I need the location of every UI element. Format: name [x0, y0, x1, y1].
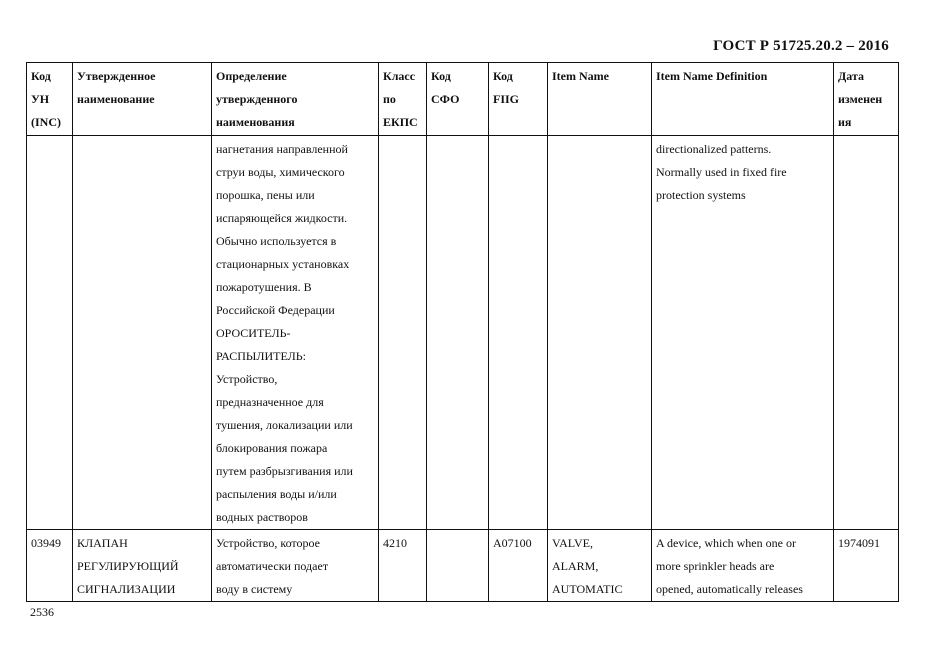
classification-table: [26, 62, 899, 602]
table-header-row: [27, 63, 899, 136]
document-standard-header: ГОСТ Р 51725.20.2 – 2016: [713, 38, 889, 54]
header-change-date: Дата изменен ия: [834, 63, 899, 136]
cell-item-name: VALVE, ALARM, AUTOMATIC: [548, 530, 652, 602]
cell-name-definition: Устройство, которое автоматически подает воду в систему: [212, 530, 379, 602]
header-approved-name: Утвержденное наименование: [73, 63, 212, 136]
cell-inc-code: 03949: [27, 530, 73, 602]
header-item-name-definition: Item Name Definition: [652, 63, 834, 136]
cell-inc-code: [27, 136, 73, 530]
cell-change-date: [834, 136, 899, 530]
page-number: 2536: [30, 605, 54, 619]
cell-item-name-definition: A device, which when one or more sprinkler heads are opened, automatically releases: [652, 530, 834, 602]
cell-ekps-class: [379, 136, 427, 530]
cell-name-definition: нагнетания направленной струи воды, химического порошка, пены или испаряющейся жидкости. Обычно используется в стационарных установках пожаротушения. В Российской Федерации ОРОСИТЕЛЬ- РАСПЫЛИТЕЛЬ: Устройство, предназначенное для тушения, локализации или блокирования пожара путем разбрызгивания или распыления воды и/или водных растворов: [212, 136, 379, 530]
header-fiig-code: Код FIIG: [489, 63, 548, 136]
cell-item-name-definition: directionalized patterns. Normally used in fixed fire protection systems: [652, 136, 834, 530]
cell-sfo-code: [427, 136, 489, 530]
cell-approved-name: [73, 136, 212, 530]
table-row: [27, 136, 899, 530]
cell-approved-name: КЛАПАН РЕГУЛИРУЮЩИЙ СИГНАЛИЗАЦИИ: [73, 530, 212, 602]
cell-sfo-code: [427, 530, 489, 602]
header-inc-code: Код УН (INC): [27, 63, 73, 136]
table-row: [27, 530, 899, 602]
cell-fiig-code: A07100: [489, 530, 548, 602]
header-ekps-class: Класс по ЕКПС: [379, 63, 427, 136]
cell-change-date: 1974091: [834, 530, 899, 602]
header-name-definition: Определение утвержденного наименования: [212, 63, 379, 136]
cell-ekps-class: 4210: [379, 530, 427, 602]
cell-fiig-code: [489, 136, 548, 530]
header-sfo-code: Код СФО: [427, 63, 489, 136]
cell-item-name: [548, 136, 652, 530]
header-item-name: Item Name: [548, 63, 652, 136]
